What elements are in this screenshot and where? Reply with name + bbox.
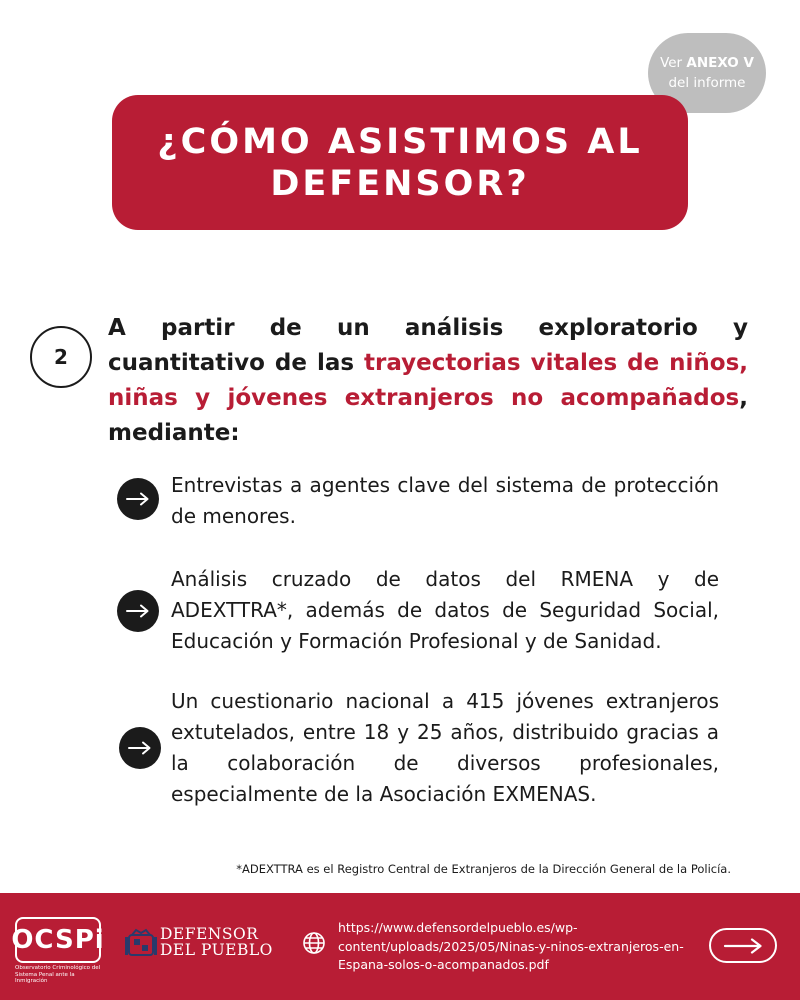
ocsp-logo[interactable]: OCSPi: [15, 917, 101, 963]
arrow-right-icon: [117, 590, 159, 632]
step-number: 2: [54, 345, 68, 369]
arrow-right-icon: [117, 478, 159, 520]
open-link-button[interactable]: [709, 928, 777, 963]
list-item: Un cuestionario nacional a 415 jóvenes extranjeros extutelados, entre 18 y 25 años, distribuido gracias a la colaboración de diversos profesionales, especialmente de la Asociación EXMENAS.: [171, 689, 719, 806]
globe-icon: [302, 931, 326, 955]
crest-icon: [124, 927, 158, 961]
intro-highlight: trayectorias vitales de niños, niñas y jóvenes extranjeros no acompañados: [108, 350, 748, 411]
defensor-logo[interactable]: DEFENSOR DEL PUEBLO: [160, 925, 273, 959]
arrow-right-icon: [723, 938, 763, 954]
ocsp-subtitle: Observatorio Criminológico del Sistema Penal ante la Inmigración: [15, 965, 101, 984]
list-item: Análisis cruzado de datos del RMENA y de ADEXTTRA*, además de datos de Seguridad Social, Educación y Formación Profesional y de Sanidad.: [171, 567, 719, 653]
footer: [0, 893, 800, 1000]
list-item: Entrevistas a agentes clave del sistema de protección de menores.: [171, 473, 719, 528]
footnote: *ADEXTTRA es el Registro Central de Extranjeros de la Dirección General de la Policía.: [236, 862, 731, 876]
intro-paragraph: A partir de un análisis exploratorio y cuantitativo de las trayectorias vitales de niños, niñas y jóvenes extranjeros no acompañados, mediante:: [108, 315, 748, 446]
step-number-badge: [30, 326, 92, 388]
annex-line1: Ver ANEXO V: [660, 55, 754, 71]
title-box: [112, 95, 688, 230]
page-title-line1: ¿CÓMO ASISTIMOS AL: [157, 121, 643, 162]
arrow-right-icon: [119, 727, 161, 769]
annex-line2: del informe: [668, 75, 746, 91]
report-url-link[interactable]: https://www.defensordelpueblo.es/wp-content/uploads/2025/05/Ninas-y-ninos-extranjeros-en-Espana-solos-o-acompanados.pdf: [338, 920, 684, 972]
page-title-line2: DEFENSOR?: [270, 163, 530, 204]
